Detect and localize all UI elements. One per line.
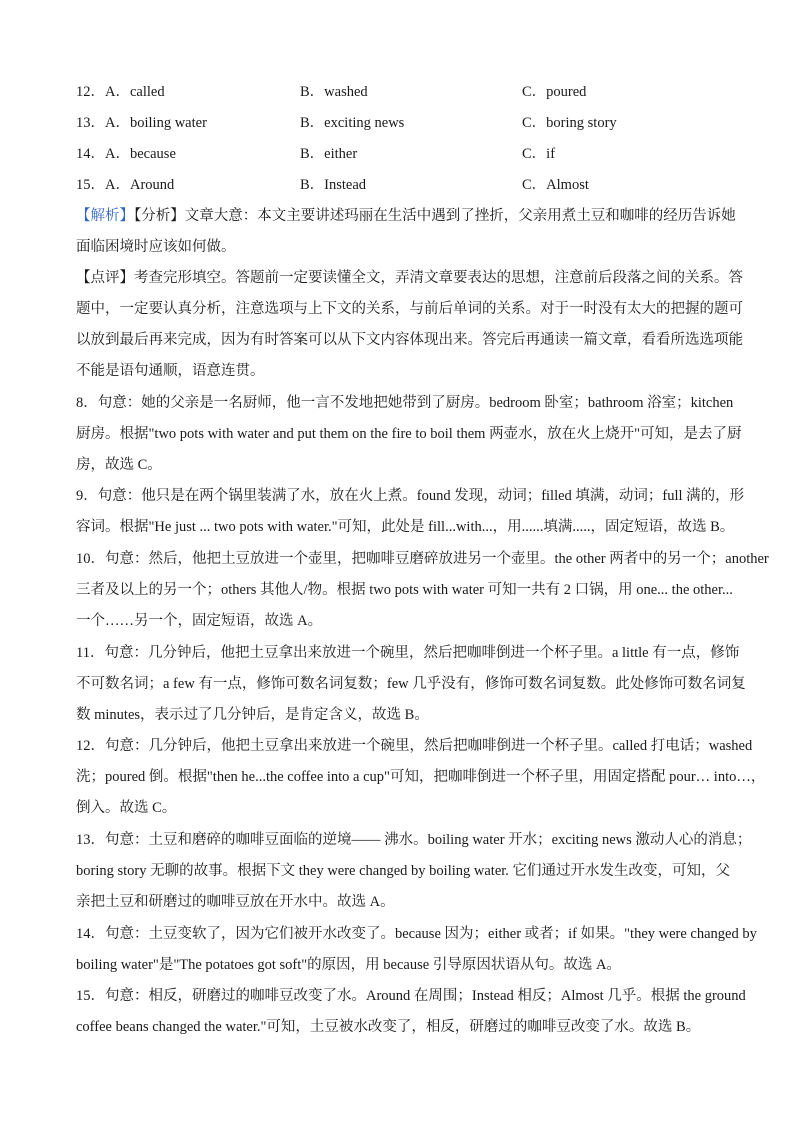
explanation-line: 厨房。根据"two pots with water and put them on the fire to boil them 两壶水，放在火上烧开"可知，是去了厨 bbox=[76, 426, 742, 442]
option-a: boiling water bbox=[130, 115, 207, 131]
option-number: 14．A． bbox=[76, 146, 130, 162]
comment-text: 考查完形填空。答题前一定要读懂全文，弄清文章要表达的思想，注意前后段落之间的关系。答 bbox=[134, 270, 743, 286]
option-a: because bbox=[130, 146, 176, 162]
explanation-line: 12．句意：几分钟后，他把土豆拿出来放进一个碗里，然后把咖啡倒进一个杯子里。called 打电话；washed bbox=[76, 738, 753, 754]
option-a: Around bbox=[130, 177, 175, 193]
comment-line-2: 题中，一定要认真分析，注意选项与上下文的关系，与前后单词的关系。对于一时没有太大的把握的题可 bbox=[76, 301, 743, 317]
analysis-text: 【分析】文章大意：本文主要讲述玛丽在生活中遇到了挫折，父亲用煮土豆和咖啡的经历告诉她 bbox=[134, 208, 736, 224]
comment-line-1 bbox=[76, 267, 776, 289]
option-b: B．either bbox=[300, 146, 358, 162]
explanation-line: 数 minutes，表示过了几分钟后，是肯定含义，故选 B。 bbox=[76, 707, 429, 723]
option-b: B．washed bbox=[300, 84, 368, 100]
analysis-line-2: 面临困境时应该如何做。 bbox=[76, 239, 236, 255]
explanation-line: 亲把土豆和研磨过的咖啡豆放在开水中。故选 A。 bbox=[76, 894, 395, 910]
option-c: C．boring story bbox=[522, 115, 617, 131]
option-b: B．Instead bbox=[300, 177, 367, 193]
explanation-line: 三者及以上的另一个；others 其他人/物。根据 two pots with water 可知一共有 2 口锅，用 one... the other... bbox=[76, 582, 733, 598]
comment-line-4: 不能是语句通顺，语意连贯。 bbox=[76, 363, 265, 379]
option-c: C．poured bbox=[522, 84, 587, 100]
explanation-line: 洗；poured 倒。根据"then he...the coffee into a cup"可知，把咖啡倒进一个杯子里，用固定搭配 pour… into…， bbox=[76, 769, 766, 785]
explanation-line: 10．句意：然后，他把土豆放进一个壶里，把咖啡豆磨碎放进另一个壶里。the other 两者中的另一个；another bbox=[76, 551, 769, 567]
explanation-line: 13．句意：土豆和磨碎的咖啡豆面临的逆境—— 沸水。boiling water 开水；exciting news 激动人心的消息； bbox=[76, 832, 752, 848]
explanation-line: 容词。根据"He just ... two pots with water."可知，此处是 fill...with...，用......填满.....，固定短语，故选 B。 bbox=[76, 519, 735, 535]
option-c: C．if bbox=[522, 146, 556, 162]
comment-tag: 【点评】 bbox=[76, 270, 134, 286]
explanation-line: 14．句意：土豆变软了，因为它们被开水改变了。because 因为；either 或者；if 如果。"they were changed by bbox=[76, 926, 757, 942]
option-row-14 bbox=[0, 143, 794, 165]
option-row-15 bbox=[0, 174, 794, 196]
explanation-line: 11．句意：几分钟后，他把土豆拿出来放进一个碗里，然后把咖啡倒进一个杯子里。a little 有一点，修饰 bbox=[76, 645, 740, 661]
explanation-line: 8．句意：她的父亲是一名厨师，他一言不发地把她带到了厨房。bedroom 卧室；bathroom 浴室；kitchen bbox=[76, 395, 734, 411]
comment-line-3: 以放到最后再来完成，因为有时答案可以从下文内容体现出来。答完后再通读一篇文章，看看所选选项能 bbox=[76, 332, 743, 348]
option-row-12 bbox=[0, 81, 794, 103]
explanation-line: coffee beans changed the water."可知，土豆被水改变了，相反，研磨过的咖啡豆改变了水。故选 B。 bbox=[76, 1019, 701, 1035]
explanation-line: 房，故选 C。 bbox=[76, 457, 162, 473]
explanation-line: 9．句意：他只是在两个锅里装满了水，放在火上煮。found 发现，动词；filled 填满，动词；full 满的，形 bbox=[76, 488, 745, 504]
explanation-line: 15．句意：相反，研磨过的咖啡豆改变了水。Around 在周围；Instead 相反；Almost 几乎。根据 the ground bbox=[76, 988, 746, 1004]
option-c: C．Almost bbox=[522, 177, 589, 193]
explanation-line: 一个……另一个，固定短语，故选 A。 bbox=[76, 613, 323, 629]
option-a: called bbox=[130, 84, 165, 100]
explanation-line: boring story 无聊的故事。根据下文 they were changed by boiling water. 它们通过开水发生改变，可知，父 bbox=[76, 863, 731, 879]
option-number: 13．A． bbox=[76, 115, 130, 131]
option-number: 12．A． bbox=[76, 84, 130, 100]
analysis-line-1 bbox=[76, 205, 776, 227]
explanation-line: 不可数名词；a few 有一点，修饰可数名词复数；few 几乎没有，修饰可数名词复数。此处修饰可数名词复 bbox=[76, 676, 746, 692]
analysis-tag: 【解析】 bbox=[76, 208, 134, 224]
option-number: 15．A． bbox=[76, 177, 130, 193]
explanation-line: boiling water"是"The potatoes got soft"的原因，用 because 引导原因状语从句。故选 A。 bbox=[76, 957, 621, 973]
explanation-line: 倒入。故选 C。 bbox=[76, 800, 177, 816]
option-b: B．exciting news bbox=[300, 115, 405, 131]
option-row-13 bbox=[0, 112, 794, 134]
